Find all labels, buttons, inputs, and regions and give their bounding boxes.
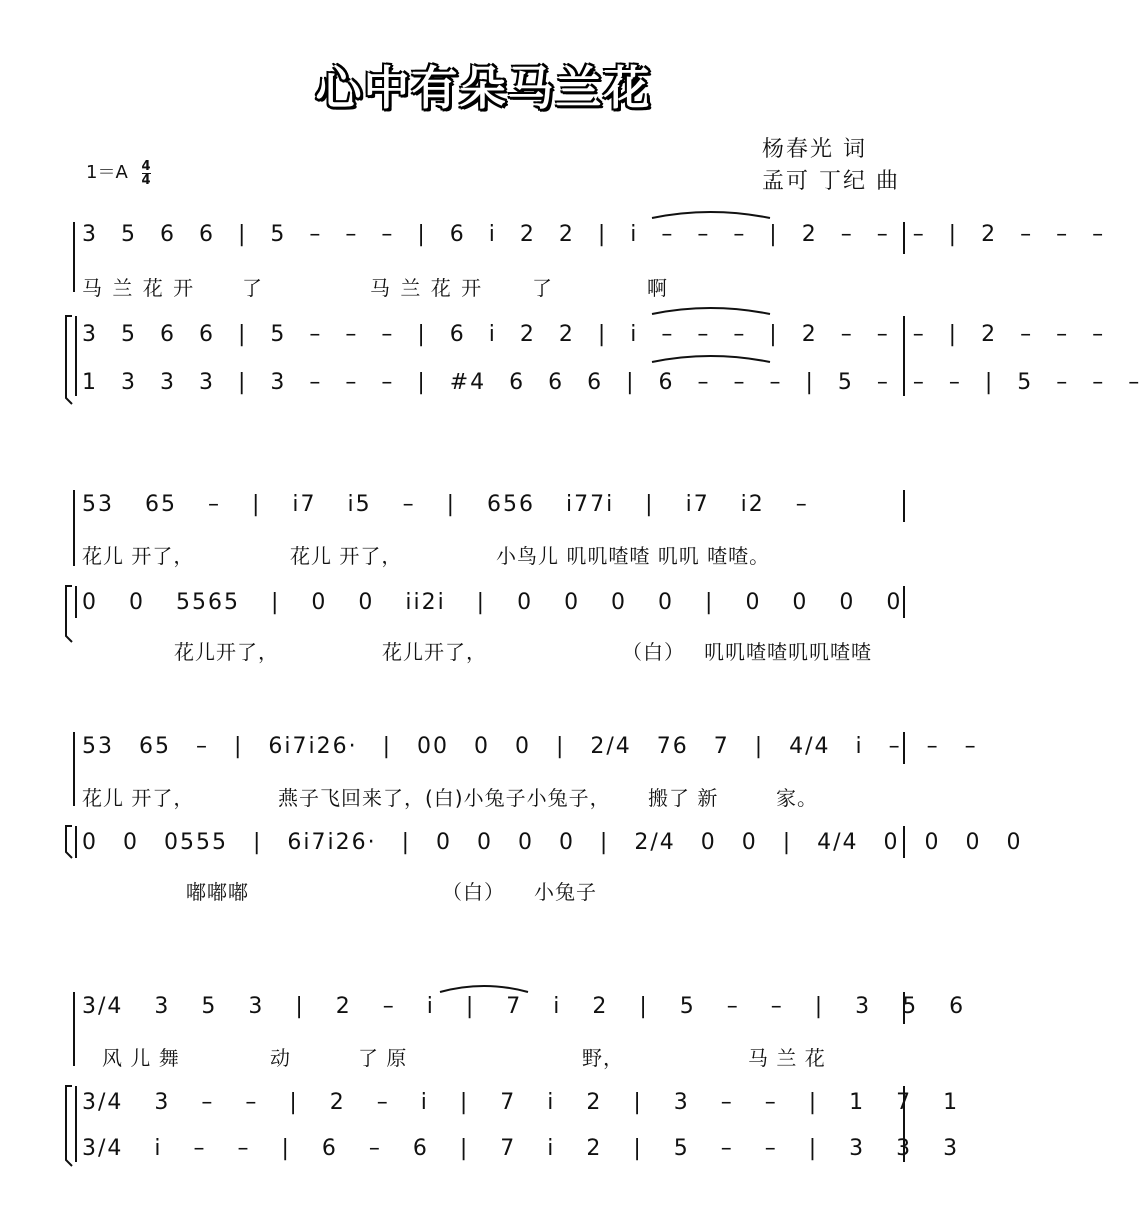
lyric-phrase: 了 原 <box>358 1046 408 1070</box>
notation-row: 3 5 6 6 | 5 – – – | 6 i 2 2 | i – – – | 2 – – – | 2 – – – <box>82 222 1106 247</box>
lyric-phrase: 小鸟儿 叽叽喳喳 叽叽 喳喳。 <box>496 544 771 568</box>
choir-bracket <box>66 316 72 404</box>
time-num: 4 <box>141 158 151 174</box>
tie-arc <box>652 356 770 362</box>
lyric-phrase: 风 儿 舞 <box>102 1046 180 1070</box>
lyric-phrase: 马 兰 花 开 <box>370 276 484 300</box>
lyric-phrase: 啊 <box>647 276 669 300</box>
choir-bracket <box>66 826 72 858</box>
lyric-phrase: 花儿 开了， <box>82 786 195 810</box>
lyric-phrase: 小兔子 <box>534 880 597 904</box>
lyric-phrase: 马 兰 花 <box>748 1046 826 1070</box>
lyric-phrase: （白） <box>622 640 685 664</box>
notation-row: 0 0 0555 | 6i7i26· | 0 0 0 0 | 2/4 0 0 | 4/4 0 0 0 0 <box>82 830 1023 855</box>
notation-row: 0 0 5565 | 0 0 ii2i | 0 0 0 0 | 0 0 0 0 <box>82 590 903 615</box>
choir-bracket <box>66 1086 72 1166</box>
lyricist-credit: 杨春光 词 <box>762 137 867 162</box>
lyric-phrase: 花儿开了， <box>174 640 279 664</box>
notation-row: 3/4 3 – – | 2 – i | 7 i 2 | 3 – – | 1 7 1 <box>82 1090 960 1115</box>
lyric-phrase: 马 兰 花 开 <box>82 276 196 300</box>
notation-row: 53 65 – | i7 i5 – | 656 i77i | i7 i2 – <box>82 492 809 517</box>
lyric-phrase: 家。 <box>776 786 818 810</box>
lyric-phrase: 野， <box>582 1046 624 1070</box>
lyric-phrase: 了 <box>532 276 554 300</box>
lyric-phrase: 搬了 新 <box>648 786 719 810</box>
key-text: 1＝A <box>86 162 128 183</box>
song-title: 心中有朵马兰花 <box>315 61 652 115</box>
notation-row: 3 5 6 6 | 5 – – – | 6 i 2 2 | i – – – | 2 – – – | 2 – – – <box>82 322 1106 347</box>
tie-arc <box>440 986 528 992</box>
lyric-phrase: （白） <box>442 880 505 904</box>
lyric-phrase: 花儿开了， <box>382 640 487 664</box>
notation-row: 3/4 3 5 3 | 2 – i | 7 i 2 | 5 – – | 3 5 6 <box>82 994 966 1019</box>
lyric-phrase: 花儿 开了， <box>290 544 403 568</box>
lyric-phrase: 嘟嘟嘟 <box>186 880 249 904</box>
tie-arc <box>652 212 770 218</box>
lyric-phrase: 燕子飞回来了，(白)小兔子小兔子， <box>278 786 611 810</box>
tie-arc <box>652 308 770 314</box>
notation-row: 1 3 3 3 | 3 – – – | #4 6 6 6 | 6 – – – | 5 – – – | 5 – – – <box>82 370 1141 395</box>
notation-row: 53 65 – | 6i7i26· | 00 0 0 | 2/4 76 7 | 4/4 i – – – <box>82 734 978 759</box>
lyric-phrase: 了 <box>242 276 264 300</box>
lyric-phrase: 动 <box>270 1046 291 1070</box>
lyric-phrase: 叽叽喳喳叽叽喳喳 <box>704 640 872 664</box>
notation-row: 3/4 i – – | 6 – 6 | 7 i 2 | 5 – – | 3 3 3 <box>82 1136 960 1161</box>
choir-bracket <box>66 586 72 642</box>
composer-credit: 孟可 丁纪 曲 <box>762 169 900 194</box>
time-den: 4 <box>141 172 151 188</box>
lyric-phrase: 花儿 开了， <box>82 544 195 568</box>
